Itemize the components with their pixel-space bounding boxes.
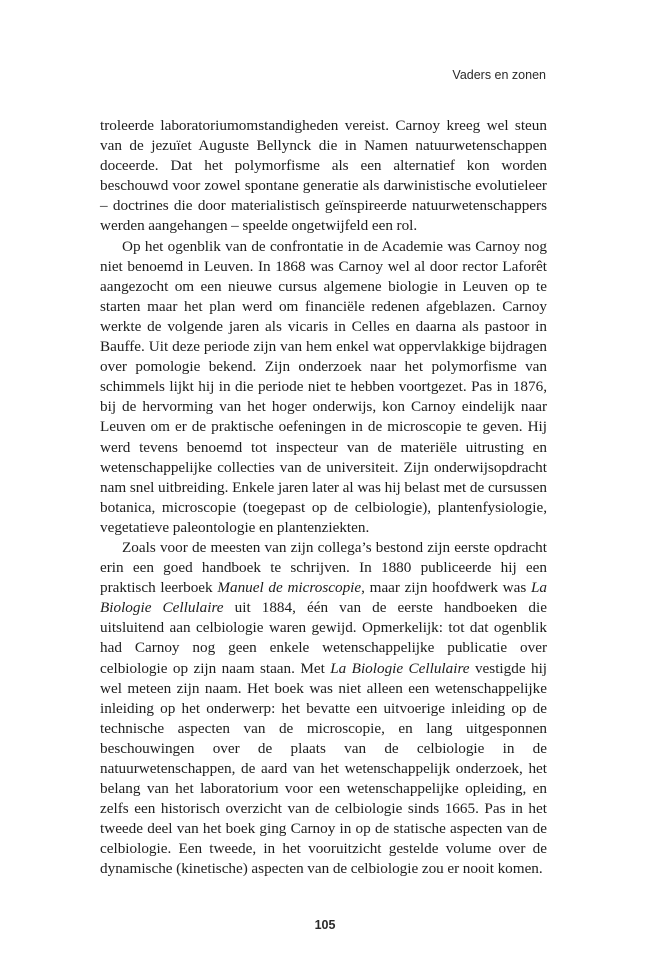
- book-title: La Biologie Cellulaire: [100, 579, 547, 617]
- text-run: vestigde hij wel meteen zijn naam. Het boek was niet alleen een wetenschappelijke inleiding op het onderwerp: het bevatte een uitvoerige inleiding op de technische aspecten van de microscopie, en lang uitgesponnen beschouwingen over de plaats van de celbiologie in de natuurwetenschappen, de aard van het wetenschappelijk onderzoek, het belang van het laboratorium voor een wetenschappelijke opleiding, en zelfs een historisch overzicht van de celbiologie sinds 1665. Pas in het tweede deel van het boek ging Carnoy in op de statische aspecten van de celbiologie. Een tweede, in het vooruitzicht gestelde volume over de dynamische (kinetische) aspecten van de celbiologie zou er nooit komen.: [100, 659, 548, 878]
- paragraph: [100, 237, 547, 538]
- text-run: uit 1884, één van de eerste handboeken die uitsluitend aan celbiologie waren gewijd. Opmerkelijk: tot dat ogenblik had Carnoy nog geen enkele wetenschappelijke publicatie over celbiologie op zijn naam staan. Met: [100, 599, 547, 677]
- text-run: Op het ogenblik van de confrontatie in de Academie was Carnoy nog niet benoemd in Leuven. In 1868 was Carnoy wel al door rector Laforêt aangezocht om een nieuwe cursus algemene biologie in Leuven op te starten maar het plan werd om financiële redenen afgeblazen. Carnoy werkte de volgende jaren als vicaris in Celles en daarna als pastoor in Bauffe. Uit deze periode zijn van hem enkel wat oppervlakkige bijdragen over pomologie bekend. Zijn onderzoek naar het polymorfisme van schimmels lijkt hij in die periode niet te hebben voortgezet. Pas in 1876, bij de hervorming van het hoger onderwijs, kon Carnoy eindelijk naar Leuven om er de praktische oefeningen in de microscopie te geven. Hij werd tevens benoemd tot inspecteur van de materiële uitrusting en wetenschappelijke collecties van de universiteit. Zijn onderwijsopdracht nam snel uitbreiding. Enkele jaren later al was hij belast met de cursussen botanica, microscopie (toegepast op de celbiologie), plantenfysiologie, vegetatieve paleontologie en plantenziekten.: [100, 237, 547, 536]
- paragraph: [100, 538, 547, 880]
- page-number: 105: [314, 918, 336, 932]
- text-run: troleerde laboratoriumomstandigheden vereist. Carnoy kreeg wel steun van de jezuïet Auguste Bellynck die in Namen natuurwetenschappen doceerde. Dat het polymorfisme als een alternatief kon worden beschouwd voor zowel spontane generatie als darwinistische evolutieleer – doctrines die door materialistisch geïnspireerde natuurwetenschappers werden aangehangen – speelde ongetwijfeld een rol.: [100, 117, 547, 235]
- body-text: [100, 116, 547, 880]
- text-run: , maar zijn hoofdwerk was: [361, 579, 531, 597]
- book-title: Manuel de microscopie: [217, 579, 362, 597]
- book-title: La Biologie Cellulaire: [330, 659, 470, 677]
- paragraph: [100, 116, 547, 237]
- running-head: Vaders en zonen: [452, 68, 546, 82]
- text-run: Zoals voor de meesten van zijn collega’s bestond zijn eerste opdracht erin een goed handboek te schrijven. In 1880 publiceerde hij een praktisch leerboek: [100, 538, 547, 597]
